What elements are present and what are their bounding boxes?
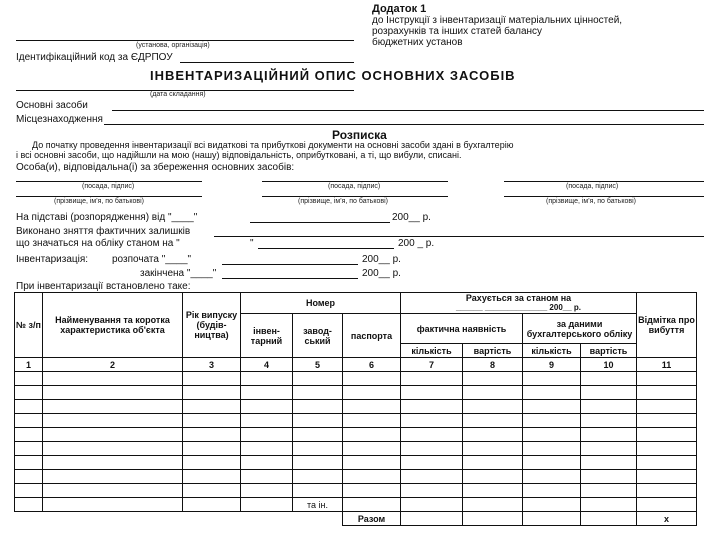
col-number-10: 10	[581, 358, 637, 372]
accounted-quote: "	[250, 238, 254, 249]
resp2-pos-caption: (посада, підпис)	[328, 183, 381, 190]
col-qty-header: кількість	[401, 344, 463, 358]
order-year: 200__ р.	[392, 212, 431, 223]
table-row	[15, 470, 697, 484]
org-caption: (установа, організація)	[136, 42, 210, 49]
accounted-line	[258, 248, 394, 249]
table-row	[15, 428, 697, 442]
table-row-etc	[15, 498, 697, 512]
resp1-name-line	[16, 196, 202, 197]
etc-cell: та ін.	[293, 498, 343, 512]
org-line	[16, 40, 354, 41]
resp3-pos-line	[504, 181, 704, 182]
ended-year: 200__ р.	[362, 268, 401, 279]
inventory-table	[14, 292, 697, 526]
col-number-11: 11	[637, 358, 697, 372]
resp3-pos-caption: (посада, підпис)	[566, 183, 619, 190]
col-listed-title: Рахується за станом на	[465, 293, 572, 303]
started-line	[222, 264, 358, 265]
removal-line	[214, 236, 704, 237]
order-line	[250, 222, 390, 223]
col-number-1: 1	[15, 358, 43, 372]
addendum-title: Додаток 1	[372, 3, 427, 15]
col-number-2: 2	[43, 358, 183, 372]
inventory-label: Інвентаризація:	[16, 254, 89, 265]
col-listed-header	[401, 293, 637, 314]
table-row	[15, 414, 697, 428]
resp2-pos-line	[262, 181, 448, 182]
found-label: При інвентаризації встановлено таке:	[16, 281, 191, 292]
removal-label: Виконано зняття фактичних залишків	[16, 226, 191, 237]
col-factory-header: завод-ський	[293, 314, 343, 358]
col-number-4: 4	[241, 358, 293, 372]
col-number-8: 8	[463, 358, 523, 372]
order-label: На підставі (розпорядження) від "____"	[16, 212, 198, 223]
ended-label: закінчена "____"	[140, 268, 217, 279]
resp2-name-caption: (прізвище, ім'я, по батькові)	[298, 198, 388, 205]
location-label: Місцезнаходження	[16, 114, 103, 125]
col-year-header: Рік випуску (будів-ництва)	[183, 293, 241, 358]
location-line	[104, 124, 704, 125]
addendum-block	[372, 4, 622, 48]
started-label: розпочата "____"	[112, 254, 192, 265]
col-number-header: Номер	[241, 293, 401, 314]
table-row	[15, 400, 697, 414]
resp3-name-line	[504, 196, 704, 197]
col-number-9: 9	[523, 358, 581, 372]
fixed-assets-line	[112, 110, 704, 111]
accounted-year: 200 _ р.	[398, 238, 435, 249]
table-row	[15, 386, 697, 400]
resp2-name-line	[262, 196, 448, 197]
table-row	[15, 456, 697, 470]
col-listed-date: ______ ______________ 200__ р.	[455, 303, 581, 312]
resp1-pos-line	[16, 181, 202, 182]
col-passport-header: паспорта	[343, 314, 401, 358]
resp1-pos-caption: (посада, підпис)	[82, 183, 135, 190]
receipt-line-2: і всі основні засоби, що надійшли на мою (нашу) відповідальність, оприбутковані, а ті, що вибули, списані.	[16, 150, 462, 160]
edrpou-label: Ідентифікаційний код за ЄДРПОУ	[16, 52, 173, 63]
resp1-name-caption: (прізвище, ім'я, по батькові)	[54, 198, 144, 205]
col-inv-header: інвен-тарний	[241, 314, 293, 358]
responsible-label: Особа(и), відповідальна(і) за збереження основних засобів:	[16, 162, 295, 173]
total-row	[15, 512, 697, 526]
col-accounting-header: за даними бухгалтерського обліку	[523, 314, 637, 344]
edrpou-line	[180, 62, 354, 63]
date-caption: (дата складання)	[150, 91, 206, 98]
col-number-7: 7	[401, 358, 463, 372]
col-qty2-header: кількість	[523, 344, 581, 358]
receipt-line-1: До початку проведення інвентаризації всі видаткові та прибуткові документи на основні засоби здані в бухгалтерію	[32, 140, 514, 150]
addendum-line-2: розрахунків та інших статей балансу	[372, 26, 543, 37]
doc-title: ІНВЕНТАРИЗАЦІЙНИЙ ОПИС ОСНОВНИХ ЗАСОБІВ	[150, 68, 516, 83]
accounted-label: що значаться на обліку станом на "	[16, 238, 180, 249]
col-value2-header: вартість	[581, 344, 637, 358]
col-actual-header: фактична наявність	[401, 314, 523, 344]
total-label: Разом	[343, 512, 401, 526]
col-no-header: № з/п	[15, 293, 43, 358]
fixed-assets-label: Основні засоби	[16, 100, 88, 111]
col-value-header: вартість	[463, 344, 523, 358]
col-mark-header: Відмітка про вибуття	[637, 293, 697, 358]
started-year: 200__ р.	[362, 254, 401, 265]
ended-line	[222, 278, 358, 279]
col-number-3: 3	[183, 358, 241, 372]
table-row	[15, 372, 697, 386]
col-number-6: 6	[343, 358, 401, 372]
col-name-header: Найменування та коротка характеристика об'єкта	[43, 293, 183, 358]
resp3-name-caption: (прізвище, ім'я, по батькові)	[546, 198, 636, 205]
addendum-line-3: бюджетних установ	[372, 37, 463, 48]
total-mark: x	[637, 512, 697, 526]
table-row	[15, 484, 697, 498]
receipt-title: Розписка	[332, 128, 387, 142]
table-row	[15, 442, 697, 456]
addendum-line-1: до Інструкції з інвентаризації матеріальних цінностей,	[372, 15, 623, 26]
col-number-5: 5	[293, 358, 343, 372]
